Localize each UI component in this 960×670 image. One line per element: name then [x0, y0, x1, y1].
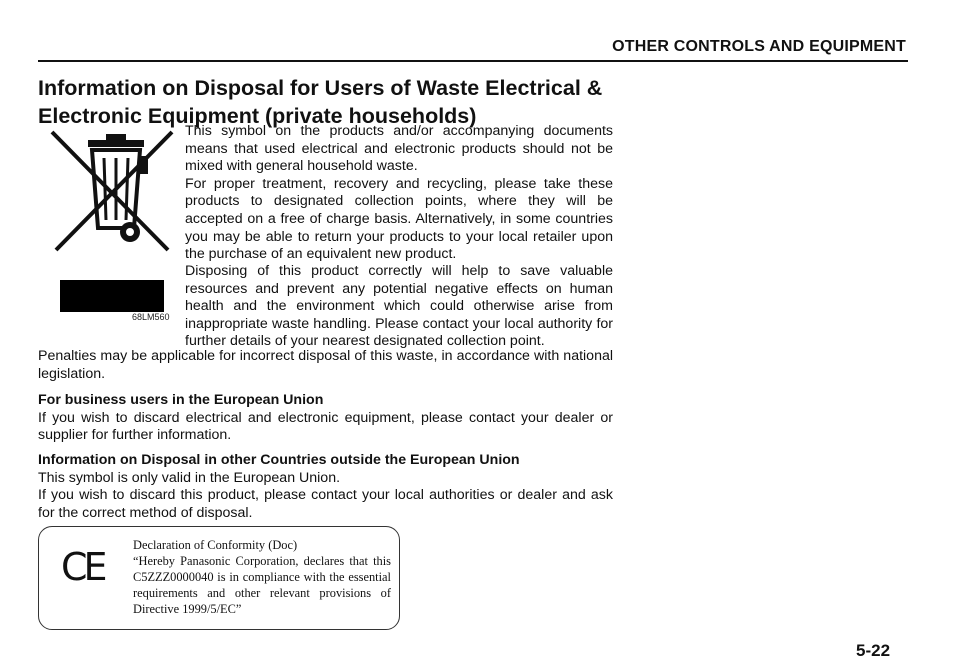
- declaration-title: Declaration of Conformity (Doc): [133, 538, 298, 552]
- declaration-body: “Hereby Panasonic Corporation, declares that this C5ZZZ0000040 is in compliance with the essential requirements and other relevant provisions of Directive 1999/5/EC”: [133, 554, 391, 616]
- ce-mark-icon: CE: [61, 545, 104, 589]
- penalties-block: [38, 348, 613, 383]
- symbol-description: [185, 123, 613, 264]
- crossed-out-wheelie-bin-icon: [42, 128, 182, 256]
- other-countries-heading: Information on Disposal in other Countries outside the European Union: [38, 452, 520, 468]
- other-countries-line2: If you wish to discard this product, please contact your local authorities or dealer and ask for the correct method of disposal.: [38, 487, 613, 521]
- other-countries-block: [38, 452, 613, 522]
- paragraph-disposing-correctly: Disposing of this product correctly will help to save valuable resources and prevent any potential negative effects on human health and the environment which could otherwise arise from inappropriate waste handling. Please contact your local authority for further details of your nearest designated collection point.: [185, 263, 613, 350]
- symbol-code: 68LM560: [132, 312, 170, 322]
- business-users-text: If you wish to discard electrical and electronic equipment, please contact your dealer or supplier for further information.: [38, 409, 613, 444]
- paragraph-penalties: Penalties may be applicable for incorrect disposal of this waste, in accordance with national legislation.: [38, 348, 613, 382]
- declaration-of-conformity-box: [38, 526, 400, 630]
- page-number: 5-22: [856, 641, 891, 660]
- paragraph-symbol-meaning: This symbol on the products and/or accompanying documents means that used electrical and electronic products should not be mixed with general household waste.: [185, 123, 613, 175]
- other-countries-line1: This symbol is only valid in the European Union.: [38, 469, 341, 486]
- page-title: Information on Disposal for Users of Waste Electrical & Electronic Equipment (private households): [38, 76, 603, 128]
- declaration-text: [133, 537, 391, 617]
- header-rule: [38, 60, 908, 62]
- business-users-block: [38, 392, 613, 445]
- section-header: OTHER CONTROLS AND EQUIPMENT: [612, 38, 906, 55]
- business-users-heading: For business users in the European Union: [38, 392, 324, 408]
- disposal-block: [38, 263, 613, 351]
- paragraph-proper-treatment: For proper treatment, recovery and recycling, please take these products to designated collection points, where they will be accepted on a free of charge basis. Alternatively, in some countries you may be able to return your products to your local retailer upon the purchase of an equivalent new product.: [185, 175, 613, 263]
